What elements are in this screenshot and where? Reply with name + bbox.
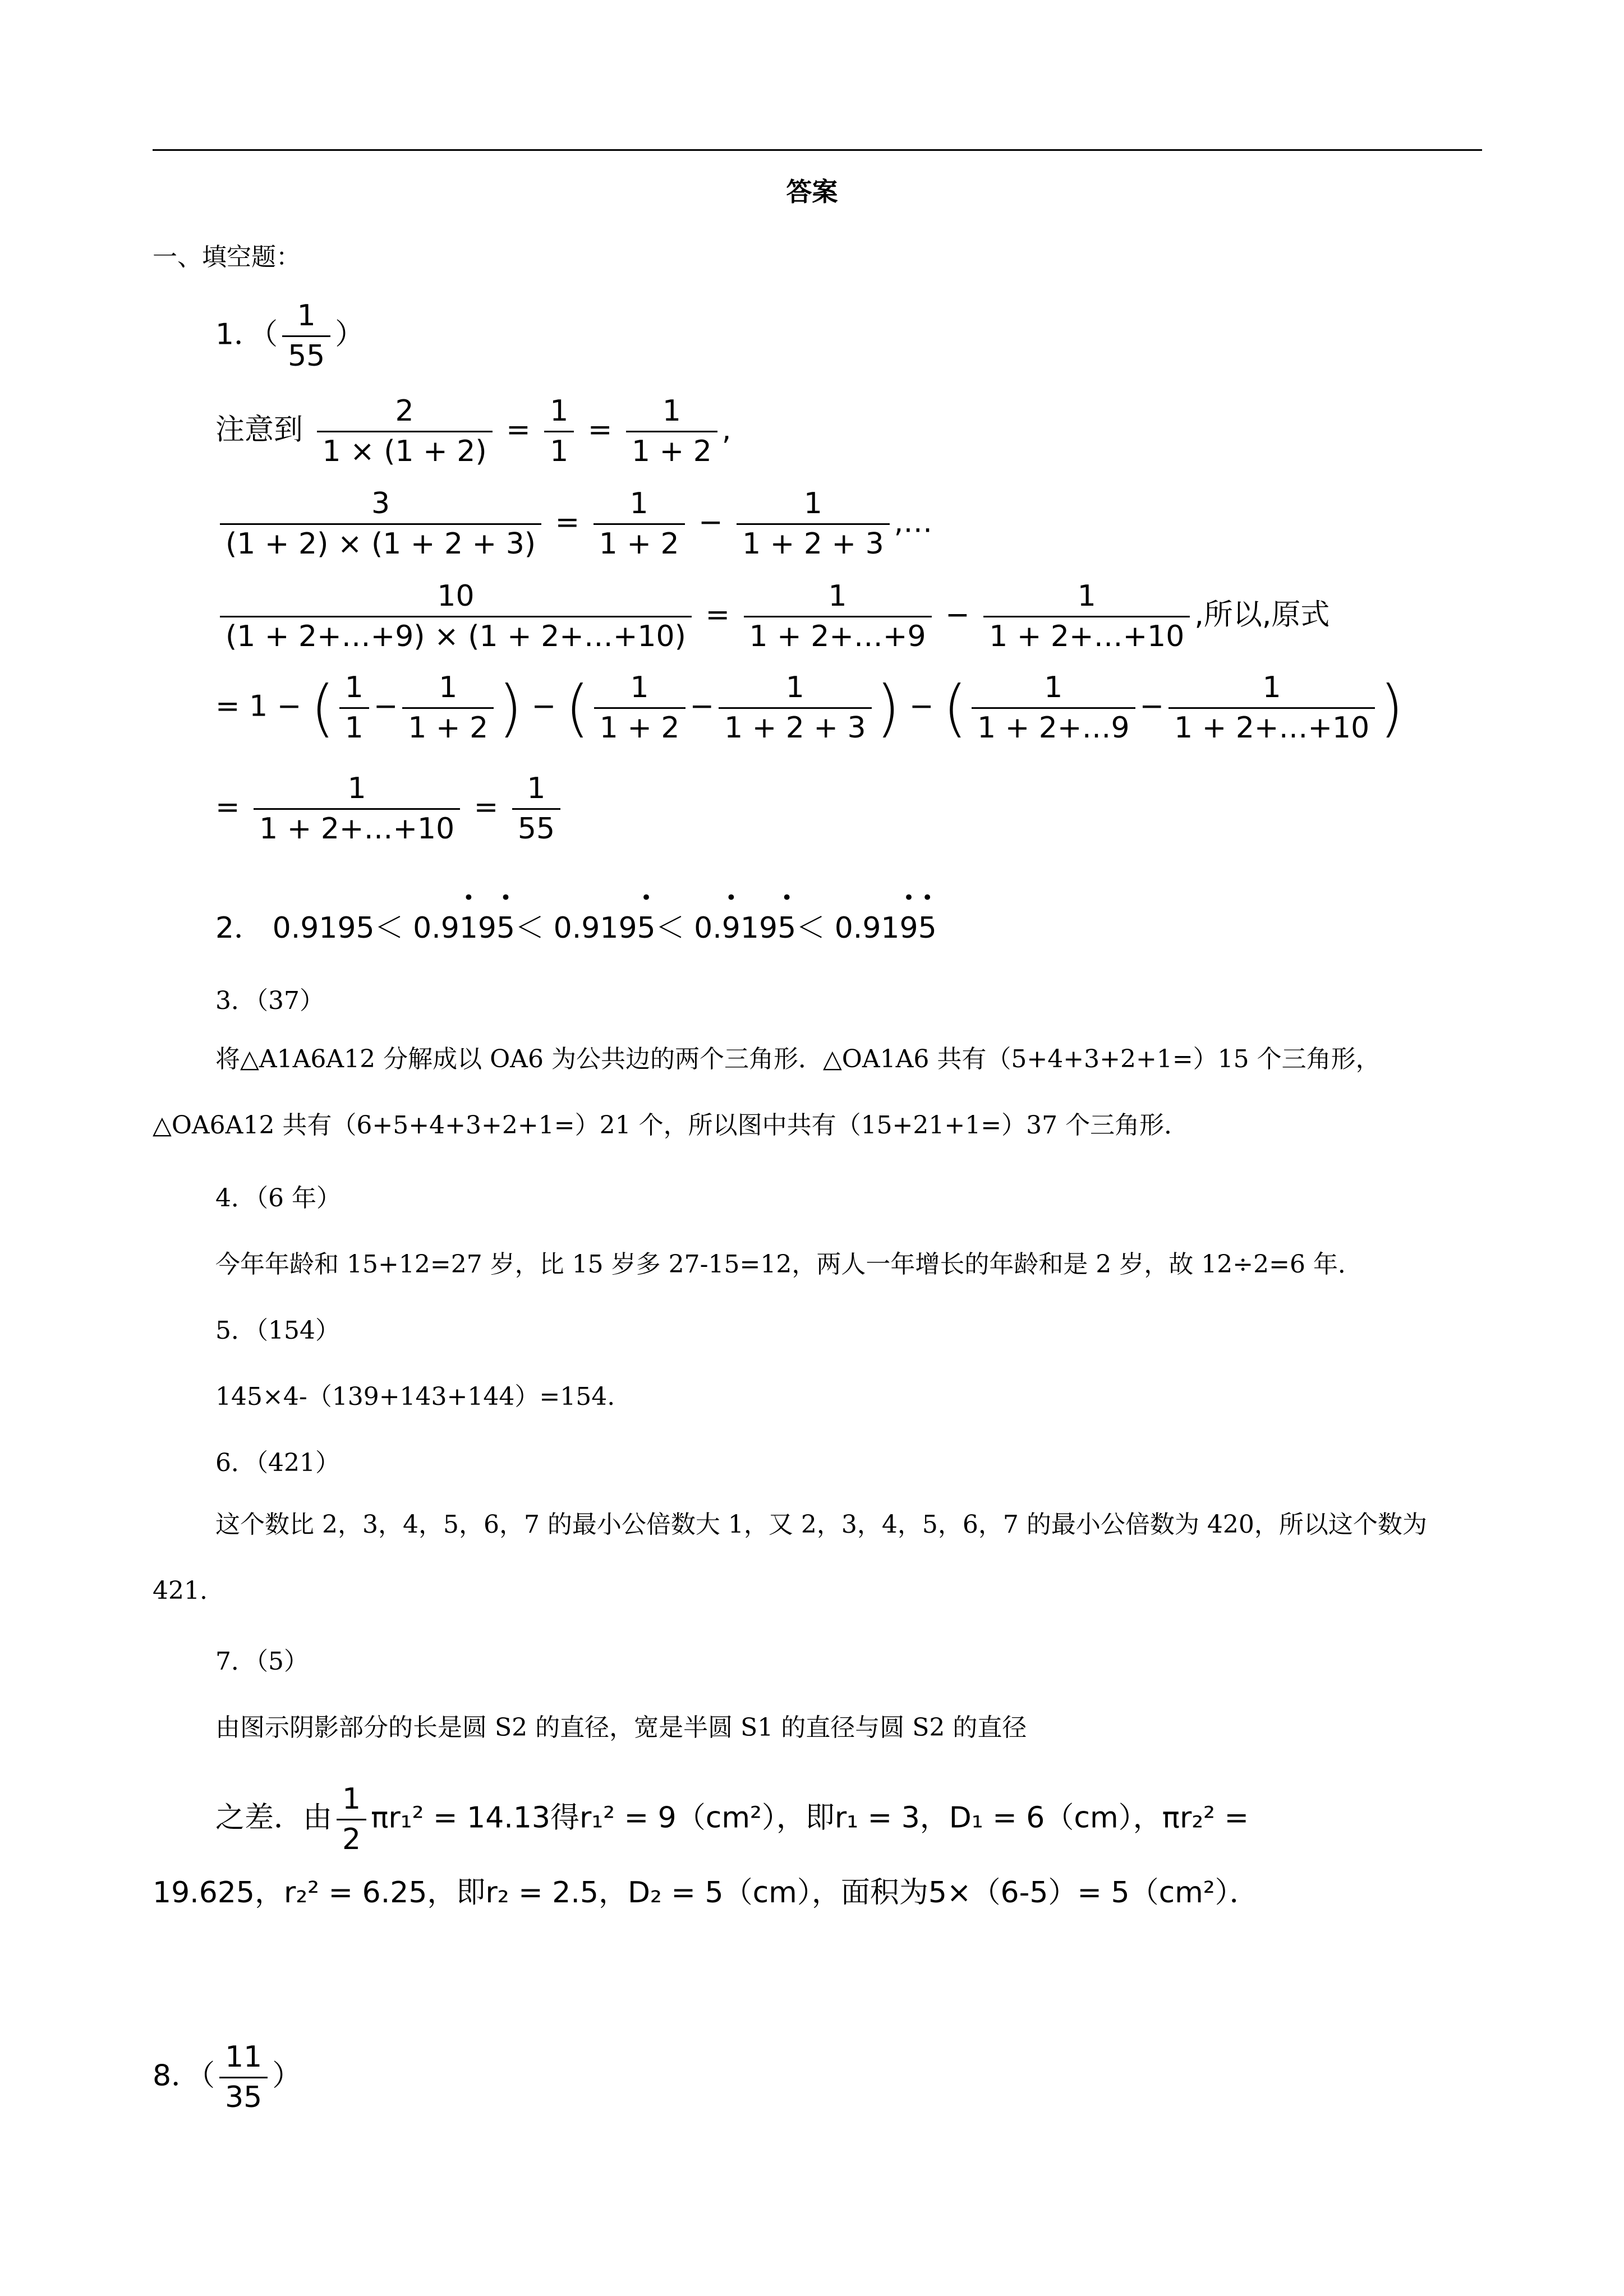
q2-v5-dotted-1: • 9 (899, 911, 918, 945)
q1-l2-f1 (220, 488, 541, 560)
q2-value-2 (413, 911, 515, 945)
q1-l1-f2 (544, 395, 574, 468)
q1-l4-f-den: 1 + 2+…+10 (1168, 707, 1375, 744)
q1-l4-paren-open-1: ( (310, 672, 335, 744)
q1-l2-end: ,… (894, 505, 933, 540)
q1-l4-paren-close-1: ) (498, 672, 523, 744)
q1-l4-d (719, 672, 872, 744)
q5-answer: 5．（154） (215, 1316, 340, 1345)
q1-l2-f2-num: 1 (629, 487, 648, 520)
q1-l1-f2-num: 1 (550, 394, 569, 428)
q2-lt-3: ＜ (655, 911, 685, 945)
q7-answer: 7．（5） (215, 1647, 309, 1676)
q2-value-4 (694, 911, 796, 945)
q1-l3-f3-den: 1 + 2+…+10 (983, 616, 1190, 653)
q2-v4-a: 0. (694, 911, 722, 945)
q8-answer-num: 11 (225, 2040, 263, 2074)
q1-l3-minus: − (945, 598, 970, 632)
q1-l4-paren-close-3: ) (1379, 672, 1404, 744)
q1-l1-f3 (626, 395, 717, 468)
q1-l4-a-num: 1 (344, 671, 364, 704)
q7-formula-line2: 19.625，r₂² = 6.25，即r₂ = 2.5，D₂ = 5（cm），面积为5×（6-5）= 5（cm²）． (153, 1876, 1259, 1910)
q1-l3-f1-num: 10 (437, 579, 475, 613)
q1-l5-f2-den: 55 (512, 808, 560, 845)
q1-l3-f2 (744, 580, 932, 653)
q8-answer-den: 35 (219, 2077, 268, 2114)
q1-l5-f2-num: 1 (527, 772, 546, 805)
q7-formula-line1 (215, 1783, 1249, 1856)
q3-explanation: 将△A1A6A12 分解成以 OA6 为公共边的两个三角形．△OA1A6 共有（5+4+3+2+1=）15 个三角形，△OA6A12 共有（6+5+4+3+2+1=）21 个，所以图中共有（15+21+1=）37 个三角形． (153, 1045, 1381, 1140)
q1-l4-c (594, 672, 686, 744)
q2-v5-dotted-2: • 5 (918, 911, 937, 945)
q1-l4-paren-close-2: ) (876, 672, 900, 744)
q1-l3-f3-num: 1 (1077, 579, 1096, 613)
q1-l2-minus: − (698, 505, 723, 540)
q1-l4-e-den: 1 + 2+…9 (972, 707, 1135, 744)
q4-answer: 4．（6 年） (215, 1184, 341, 1212)
q1-l2-eq: = (555, 505, 580, 540)
q1-l4-c-num: 1 (630, 671, 649, 704)
q1-l1-f1-den: 1 × (1 + 2) (317, 431, 493, 468)
q1-answer-den: 55 (282, 335, 330, 372)
q7-half-fraction (337, 1783, 366, 1856)
q1-l4-minus-1: − (373, 689, 398, 723)
q2-v3-a: 0.919 (553, 911, 637, 945)
q1-l4-paren-open-2: ( (565, 672, 590, 744)
q1-l5-eq: = (473, 790, 499, 824)
q1-l1-eq2: = (587, 413, 613, 447)
q2-v2-c: 9 (477, 911, 497, 945)
q1-l3-end: ,所以,原式 (1194, 598, 1330, 632)
q2-lt-1: ＜ (374, 911, 404, 945)
q6-explanation: 这个数比 2，3，4，5，6，7 的最小公倍数大 1，又 2，3，4，5，6，7 的最小公倍数为 420，所以这个数为 421. (153, 1510, 1427, 1605)
q7-l1-rest: πr₁² = 14.13得r₁² = 9（cm²），即r₁ = 3，D₁ = 6（cm），πr₂² = (371, 1801, 1249, 1835)
q2-v4-dotted-1: • 9 (722, 911, 740, 945)
q1-line3 (215, 580, 1329, 653)
q2-comparison (215, 904, 937, 946)
q2-v4-dotted-2: • 5 (778, 911, 796, 945)
q6-answer: 6．（421） (215, 1449, 340, 1477)
q2-value-3 (554, 911, 656, 945)
q1-l1-f2-den: 1 (544, 431, 574, 468)
q2-lt-4: ＜ (796, 911, 826, 945)
q1-l5-f1-den: 1 + 2+…+10 (254, 808, 460, 845)
q1-l4-minus-3: − (689, 689, 715, 723)
q2-v3-dotted: • 5 (637, 911, 656, 945)
q1-answer-fraction (282, 300, 330, 372)
q1-line5 (215, 773, 565, 845)
q1-l4-e (972, 672, 1135, 744)
q8-answer (153, 2041, 301, 2114)
q1-answer-num: 1 (297, 299, 316, 333)
q1-l3-f1 (220, 580, 692, 653)
q7-half-den: 2 (337, 1819, 366, 1856)
q1-l1-end: , (721, 413, 732, 447)
q1-close: ） (335, 317, 365, 352)
q1-answer (215, 300, 364, 372)
q2-value-1: 0.9195 (272, 911, 375, 945)
header-rule (153, 149, 1482, 151)
q1-l1-f1-num: 2 (395, 394, 414, 428)
q1-l4-f-num: 1 (1262, 671, 1281, 704)
q1-l2-f2 (594, 488, 685, 560)
q1-l4-b-den: 1 + 2 (402, 707, 494, 744)
q3-answer: 3．（37） (215, 986, 324, 1015)
q1-l4-d-den: 1 + 2 + 3 (719, 707, 872, 744)
q1-l2-f3-num: 1 (803, 487, 822, 520)
q1-l3-f1-den: (1 + 2+…+9) × (1 + 2+…+10) (220, 616, 692, 653)
q1-l5-start: = (215, 790, 240, 824)
q1-l5-f1-num: 1 (347, 772, 366, 805)
q1-l3-f3 (983, 580, 1190, 653)
q1-l2-f1-num: 3 (371, 487, 390, 520)
q1-line2 (215, 488, 932, 560)
q1-l4-paren-open-3: ( (943, 672, 968, 744)
q1-l1-f3-den: 1 + 2 (626, 431, 717, 468)
q1-l4-b (402, 672, 494, 744)
q1-l4-b-num: 1 (439, 671, 458, 704)
q1-l1-f1 (317, 395, 493, 468)
q1-l4-minus-2: − (531, 689, 556, 723)
q1-l4-f (1168, 672, 1375, 744)
q1-line1 (215, 395, 731, 468)
q2-label: 2． (215, 911, 264, 945)
q1-l4-e-num: 1 (1044, 671, 1063, 704)
section-heading: 一、填空题： (153, 243, 301, 271)
q2-v2-dotted-1: • 1 (459, 911, 478, 945)
q1-l4-d-num: 1 (785, 671, 804, 704)
q1-l3-f2-num: 1 (828, 579, 847, 613)
page-title: 答案 (786, 177, 838, 207)
q1-l2-f1-den: (1 + 2) × (1 + 2 + 3) (220, 523, 541, 560)
q7-l1-prefix: 之差．由 (215, 1801, 333, 1835)
q1-l5-f1 (254, 773, 460, 845)
q1-l4-a-den: 1 (339, 707, 369, 744)
q5-explanation: 145×4-（139+143+144）=154. (215, 1382, 615, 1411)
q1-l2-f3 (737, 488, 890, 560)
q1-line4 (215, 672, 1404, 744)
q1-l1-eq1: = (506, 413, 531, 447)
q8-label: 8．（ (153, 2059, 215, 2093)
q2-lt-2: ＜ (515, 911, 545, 945)
q1-l3-f2-den: 1 + 2+…+9 (744, 616, 932, 653)
q8-close: ） (272, 2059, 302, 2093)
q1-line1-prefix: 注意到 (215, 413, 303, 447)
q1-l2-f2-den: 1 + 2 (594, 523, 685, 560)
q2-v5-a: 0.91 (834, 911, 900, 945)
q1-l2-f3-den: 1 + 2 + 3 (737, 523, 890, 560)
q7-explanation: 由图示阴影部分的长是圆 S2 的直径，宽是半圆 S1 的直径与圆 S2 的直径 (215, 1713, 1027, 1742)
q1-l4-a (339, 672, 369, 744)
q2-value-5 (835, 911, 937, 945)
q1-l4-start: = 1 − (215, 689, 302, 723)
q1-l4-minus-4: − (909, 689, 934, 723)
q1-l4-minus-5: − (1139, 689, 1165, 723)
q1-l4-c-den: 1 + 2 (594, 707, 686, 744)
q2-v4-c: 19 (740, 911, 778, 945)
q2-v2-dotted-2: • 5 (496, 911, 515, 945)
q1-l5-f2 (512, 773, 560, 845)
q4-explanation: 今年年龄和 15+12=27 岁，比 15 岁多 27-15=12，两人一年增长的年龄和是 2 岁，故 12÷2=6 年． (215, 1250, 1363, 1279)
q1-label: 1．（ (215, 317, 278, 352)
q7-half-num: 1 (342, 1782, 361, 1816)
q1-l1-f3-num: 1 (662, 394, 681, 428)
q8-answer-fraction (219, 2041, 268, 2114)
q1-l3-eq: = (705, 598, 730, 632)
q2-v2-a: 0.9 (413, 911, 459, 945)
